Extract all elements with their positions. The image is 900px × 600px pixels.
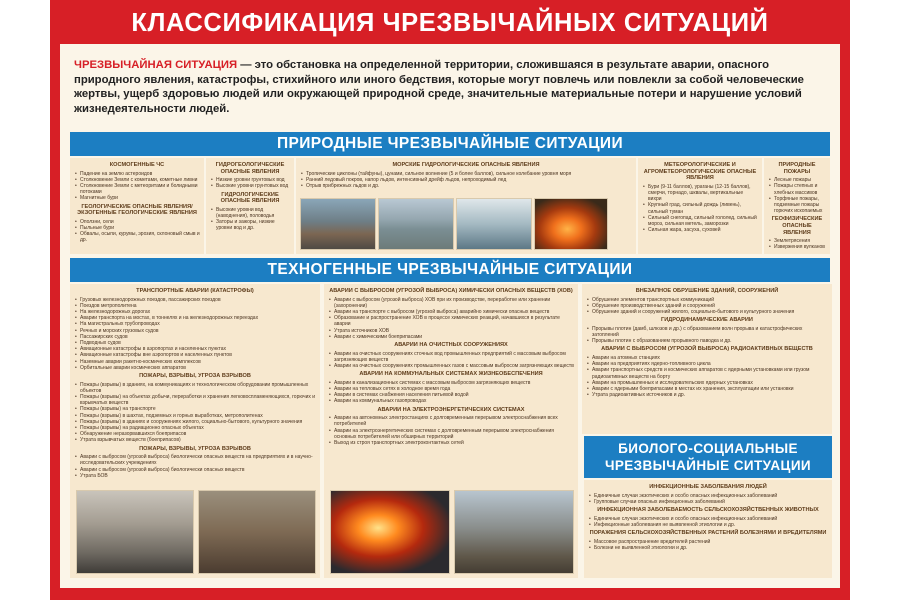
definition-text: — это обстановка на определенной территории, сложившаяся в результате аварии, опасного природного явления, катастрофы, стихийного или иного бедствия, которые могут повлечь или повлекли за собой человеческие жертвы, ущерб здоровью людей или окружающей природной среде, значительные материальные потери и нарушение условий жизнедеятельности людей. [74, 59, 804, 115]
meteo-panel [638, 158, 762, 254]
poster-body [60, 44, 840, 588]
geophys-list [768, 238, 826, 250]
definition [74, 58, 826, 116]
list-item: • Аварии с химическими боеприпасами [328, 334, 574, 340]
treatment-list [328, 351, 574, 370]
list-item: • Утрата радиоактивных источников и др. [586, 392, 828, 398]
list-item: • Аварии на предприятиях ядерно-топливного цикла [586, 361, 828, 367]
technogenic-band: ТЕХНОГЕННЫЕ ЧРЕЗВЫЧАЙНЫЕ СИТУАЦИИ [70, 258, 830, 282]
list-item: • Извержения вулканов [768, 244, 826, 250]
transport-list [74, 297, 316, 371]
list-item: • Образование и распространение ХОВ в процессе химических реакций, начавшихся в результате аварии [328, 315, 574, 327]
list-item: • Поездов метрополитена [74, 303, 316, 309]
photo-rescuers [198, 490, 316, 574]
cosmic-list [74, 171, 200, 202]
list-item: • Ранний ледовый покров, напор льдов, интенсивный дрейф льдов, непроходимый лед [300, 177, 632, 183]
list-item: • Пыльные бури [74, 225, 200, 231]
photo-flood [378, 198, 454, 250]
list-item: • Пожары (взрывы) на радиационно опасных объектах [74, 425, 316, 431]
bio-band-line1: БИОЛОГО-СОЦИАЛЬНЫЕ [618, 441, 798, 456]
geological-list [74, 219, 200, 244]
collapse-list [586, 297, 828, 316]
photo-wildfire [534, 198, 608, 250]
list-item: • Сильная жара, засуха, суховей [642, 227, 758, 233]
list-item: • Обрушение производственных зданий и сооружений [586, 303, 828, 309]
list-item: • Сильный снегопад, сильный гололед, сильный мороз, сильная метель, заморозки [642, 215, 758, 227]
list-item: • Авиационные катастрофы в аэропортах и населенных пунктах [74, 346, 316, 352]
photo-industrial-fire [330, 490, 450, 574]
hydrogeo-panel [206, 158, 294, 254]
chemical-list [328, 297, 574, 340]
hydrologic-list [210, 207, 290, 232]
list-item: • Лесные пожары [768, 177, 826, 183]
bio-human-list [588, 493, 828, 505]
list-item: • Наземные аварии ракетно-космических комплексов [74, 359, 316, 365]
bio-plants-list [588, 539, 828, 551]
list-item: • Аварии транспортных средств и космических аппаратов с ядерными установками или грузом радиоактивных веществ на борту [586, 367, 828, 379]
bio-band-line2: ЧРЕЗВЫЧАЙНЫЕ СИТУАЦИИ [604, 458, 812, 473]
hydro-title: ГИДРОДИНАМИЧЕСКИЕ АВАРИИ [661, 317, 753, 324]
fires-title: ПРИРОДНЫЕ ПОЖАРЫ [778, 162, 816, 175]
cosmic-title: КОСМОГЕННЫЕ ЧС [109, 162, 165, 168]
meteo-title: МЕТЕОРОЛОГИЧЕСКИЕ И АГРОМЕТЕОРОЛОГИЧЕСКИЕ ОПАСНЫЕ ЯВЛЕНИЯ [643, 162, 757, 182]
fires-list [768, 177, 826, 214]
chemical-title: АВАРИИ С ВЫБРОСОМ (УГРОЗОЙ ВЫБРОСА) ХИМИЧЕСКИ ОПАСНЫХ ВЕЩЕСТВ (ХОВ) [329, 288, 573, 294]
geophys-title: ГЕОФИЗИЧЕСКИЕ ОПАСНЫЕ ЯВЛЕНИЯ [771, 216, 823, 236]
list-item: • Крупный град, сильный дождь (ливень), сильный туман [642, 202, 758, 214]
geological-title: ГЕОЛОГИЧЕСКИЕ ОПАСНЫЕ ЯВЛЕНИЯ/ ЭКЗОГЕННЫЕ ГЕОЛОГИЧЕСКИЕ ЯВЛЕНИЯ [77, 203, 197, 217]
photo-pipe-rupture [454, 490, 574, 574]
list-item: • Прорывы плотин с образованием прорывного паводка и др. [586, 338, 828, 344]
list-item: • Аварии с выбросом (угрозой выброса) биологически опасных веществ [74, 467, 316, 473]
definition-term: ЧРЕЗВЫЧАЙНАЯ СИТУАЦИЯ [74, 59, 238, 71]
list-item: • Аварии на очистных сооружениях сточных вод промышленных предприятий с массовым выбросом загрязняющих веществ [328, 351, 574, 363]
list-item: • Единичные случаи экзотических и особо опасных инфекционных заболеваний [588, 516, 828, 522]
bio-plants-title: ПОРАЖЕНИЯ СЕЛЬСКОХОЗЯЙСТВЕННЫХ РАСТЕНИЙ БОЛЕЗНЯМИ И ВРЕДИТЕЛЯМИ [589, 530, 827, 536]
list-item: • Аварии на транспорте с выбросом (угрозой выброса) аварийно химически опасных веществ [328, 309, 574, 315]
poster-title: КЛАССИФИКАЦИЯ ЧРЕЗВЫЧАЙНЫХ СИТУАЦИЙ [131, 9, 769, 37]
hydrogeo-title: ГИДРОГЕОЛОГИЧЕСКИЕ ОПАСНЫЕ ЯВЛЕНИЯ [215, 162, 285, 175]
list-item: • Бури (9-11 баллов), ураганы (12-15 баллов), смерчи, торнадо, шквалы, вертикальные вихри [642, 184, 758, 203]
list-item: • Аварии на промышленных и исследовательских ядерных установках [586, 380, 828, 386]
list-item: • Пожары (взрывы) в зданиях, на коммуникациях и технологическом оборудовании промышленных объектов [74, 382, 316, 394]
utility-list [328, 380, 574, 405]
marine-title: МОРСКИЕ ГИДРОЛОГИЧЕСКИЕ ОПАСНЫЕ ЯВЛЕНИЯ [392, 162, 540, 168]
list-item: • Аварии с ядерными боеприпасами в местах их хранения, эксплуатации или установки [586, 386, 828, 392]
list-item: • Утрата источников ХОВ [328, 328, 574, 334]
list-item: • Землетрясения [768, 238, 826, 244]
bio-animal-title: ИНФЕКЦИОННАЯ ЗАБОЛЕВАЕМОСТЬ СЕЛЬСКОХОЗЯЙСТВЕННЫХ ЖИВОТНЫХ [597, 507, 819, 513]
list-item: • Низкие уровни грунтовых вод [210, 177, 290, 183]
list-item: • Аварии с выбросом (угрозой выброса) биологически опасных веществ на предприятиях и в научно-исследовательских учреждениях [74, 454, 316, 466]
fires2-list [74, 454, 316, 479]
list-item: • Магнитные бури [74, 195, 200, 201]
list-item: • Обнаружение неразорвавшихся боеприпасов [74, 431, 316, 437]
bio-panel [584, 480, 832, 578]
list-item: • Падение на землю астероидов [74, 171, 200, 177]
bio-animal-list [588, 516, 828, 528]
list-item: • Аварии на очистных сооружениях промышленных газов с массовым выбросом загрязняющих веществ [328, 363, 574, 369]
list-item: • Утрата БОВ [74, 473, 316, 479]
collapse-radiation-panel [582, 284, 832, 434]
marine-list [300, 171, 632, 190]
list-item: • Единичные случаи экзотических и особо опасных инфекционных заболеваний [588, 493, 828, 499]
list-item: • Орбитальные аварии космических аппаратов [74, 365, 316, 371]
list-item: • Аварии в канализационных системах с массовым выбросом загрязняющих веществ [328, 380, 574, 386]
power-list [328, 415, 574, 446]
photo-rescue-boat [300, 198, 376, 250]
list-item: • Высокие уровни вод (наводнения), половодья [210, 207, 290, 219]
list-item: • Аварии на электроэнергетических системах с долговременным перерывом электроснабжения основных потребителей или обширных территорий [328, 428, 574, 440]
treatment-title: АВАРИИ НА ОЧИСТНЫХ СООРУЖЕНИЯХ [394, 342, 508, 349]
list-item: • Прорывы плотин (дамб, шлюзов и др.) с образованием волн прорыва и катастрофических затоплений [586, 326, 828, 338]
list-item: • Торфяные пожары, подземные пожары горючих ископаемых [768, 196, 826, 215]
list-item: • Пожары (взрывы) на объектах добычи, переработки и хранения легковоспламеняющихся, горючих и взрывчатых веществ [74, 394, 316, 406]
list-item: • Болезни не выявленной этиологии и др. [588, 545, 828, 551]
fires1-list [74, 382, 316, 444]
bio-human-title: ИНФЕКЦИОННЫЕ ЗАБОЛЕВАНИЯ ЛЮДЕЙ [649, 484, 767, 490]
fires-geophys-panel [764, 158, 830, 254]
list-item: • Обрушение зданий и сооружений жилого, социально-бытового и культурного значения [586, 309, 828, 315]
list-item: • Подводных судов [74, 340, 316, 346]
hydrologic-title: ГИДРОЛОГИЧЕСКИЕ ОПАСНЫЕ ЯВЛЕНИЯ [220, 191, 280, 205]
list-item: • Обвалы, осыпи, курумы, эрозия, склоновый смыв и др. [74, 231, 200, 243]
list-item: • Аварии с выбросом (угрозой выброса) ХОВ при их производстве, переработке или хранении (захоронении) [328, 297, 574, 309]
list-item: • Пожары степных и хлебных массивов [768, 183, 826, 195]
utility-title: АВАРИИ НА КОММУНАЛЬНЫХ СИСТЕМАХ ЖИЗНЕОБЕСПЕЧЕНИЯ [359, 371, 543, 378]
poster [50, 0, 850, 600]
list-item: • Аварии на автономных электростанциях с долговременным перерывом электроснабжения всех потребителей [328, 415, 574, 427]
cosmic-geological-panel [70, 158, 204, 254]
list-item: • На железнодорожных дорогах [74, 309, 316, 315]
list-item: • Аварии транспорта на мостах, в тоннелях и на железнодорожных переездах [74, 315, 316, 321]
radiation-list [586, 355, 828, 398]
list-item: • Инфекционные заболевания не выявленной этиологии и др. [588, 522, 828, 528]
fires2-title: ПОЖАРЫ, ВЗРЫВЫ, УГРОЗА ВЗРЫВОВ [139, 445, 251, 452]
list-item: • Пожары (взрывы) в зданиях и сооружениях жилого, социально-бытового, культурного значения [74, 419, 316, 425]
photo-collapsed-building [76, 490, 194, 574]
collapse-title: ВНЕЗАПНОЕ ОБРУШЕНИЕ ЗДАНИЙ, СООРУЖЕНИЙ [635, 288, 779, 294]
list-item: • Аварии на коммунальных газопроводах [328, 398, 574, 404]
list-item: • Аварии на тепловых сетях в холодное время года [328, 386, 574, 392]
list-item: • Авиационные катастрофы вне аэропортов и населенных пунктов [74, 352, 316, 358]
list-item: • Оползни, сели [74, 219, 200, 225]
radiation-title: АВАРИИ С ВЫБРОСОМ (УГРОЗОЙ ВЫБРОСА) РАДИОАКТИВНЫХ ВЕЩЕСТВ [601, 346, 813, 353]
list-item: • Обрушение элементов транспортных коммуникаций [586, 297, 828, 303]
list-item: • Столкновение Земли с метеоритами и болидными потоками [74, 183, 200, 195]
list-item: • Массовое распространение вредителей растений [588, 539, 828, 545]
list-item: • Пассажирских судов [74, 334, 316, 340]
power-title: АВАРИИ НА ЭЛЕКТРОЭНЕРГЕТИЧЕСКИХ СИСТЕМАХ [377, 406, 525, 413]
meteo-list [642, 184, 758, 234]
list-item: • Тропические циклоны (тайфуны), цунами, сильное волнение (5 и более баллов), сильное колебание уровня моря [300, 171, 632, 177]
list-item: • Высокие уровни грунтовых вод [210, 183, 290, 189]
list-item: • Аварии на атомных станциях [586, 355, 828, 361]
list-item: • Утрата взрывчатых веществ (боеприпасов) [74, 437, 316, 443]
list-item: • Выход из строя транспортных электроконтактных сетей [328, 440, 574, 446]
bio-band [584, 436, 832, 478]
list-item: • Отрыв прибрежных льдов и др. [300, 183, 632, 189]
natural-band: ПРИРОДНЫЕ ЧРЕЗВЫЧАЙНЫЕ СИТУАЦИИ [70, 132, 830, 156]
list-item: • Групповые случаи опасных инфекционных заболеваний [588, 499, 828, 505]
hydrogeo-list [210, 177, 290, 189]
fires1-title: ПОЖАРЫ, ВЗРЫВЫ, УГРОЗА ВЗРЫВОВ [139, 373, 251, 380]
list-item: • Пожары (взрывы) в шахтах, подземных и горных выработках, метрополитенах [74, 413, 316, 419]
transport-title: ТРАНСПОРТНЫЕ АВАРИИ (КАТАСТРОФЫ) [136, 288, 254, 294]
list-item: • Аварии в системах снабжения населения питьевой водой [328, 392, 574, 398]
hydro-list [586, 326, 828, 345]
photo-flooded-vehicle [456, 198, 532, 250]
list-item: • Пожары (взрывы) на транспорте [74, 406, 316, 412]
list-item: • Столкновение Земли с кометами, кометные ливни [74, 177, 200, 183]
list-item: • Речных и морских грузовых судов [74, 328, 316, 334]
list-item: • Грузовых железнодорожных поездов, пассажирских поездов [74, 297, 316, 303]
list-item: • Заторы и зажоры, низкие уровни вод и др. [210, 219, 290, 231]
list-item: • На магистральных трубопроводах [74, 321, 316, 327]
